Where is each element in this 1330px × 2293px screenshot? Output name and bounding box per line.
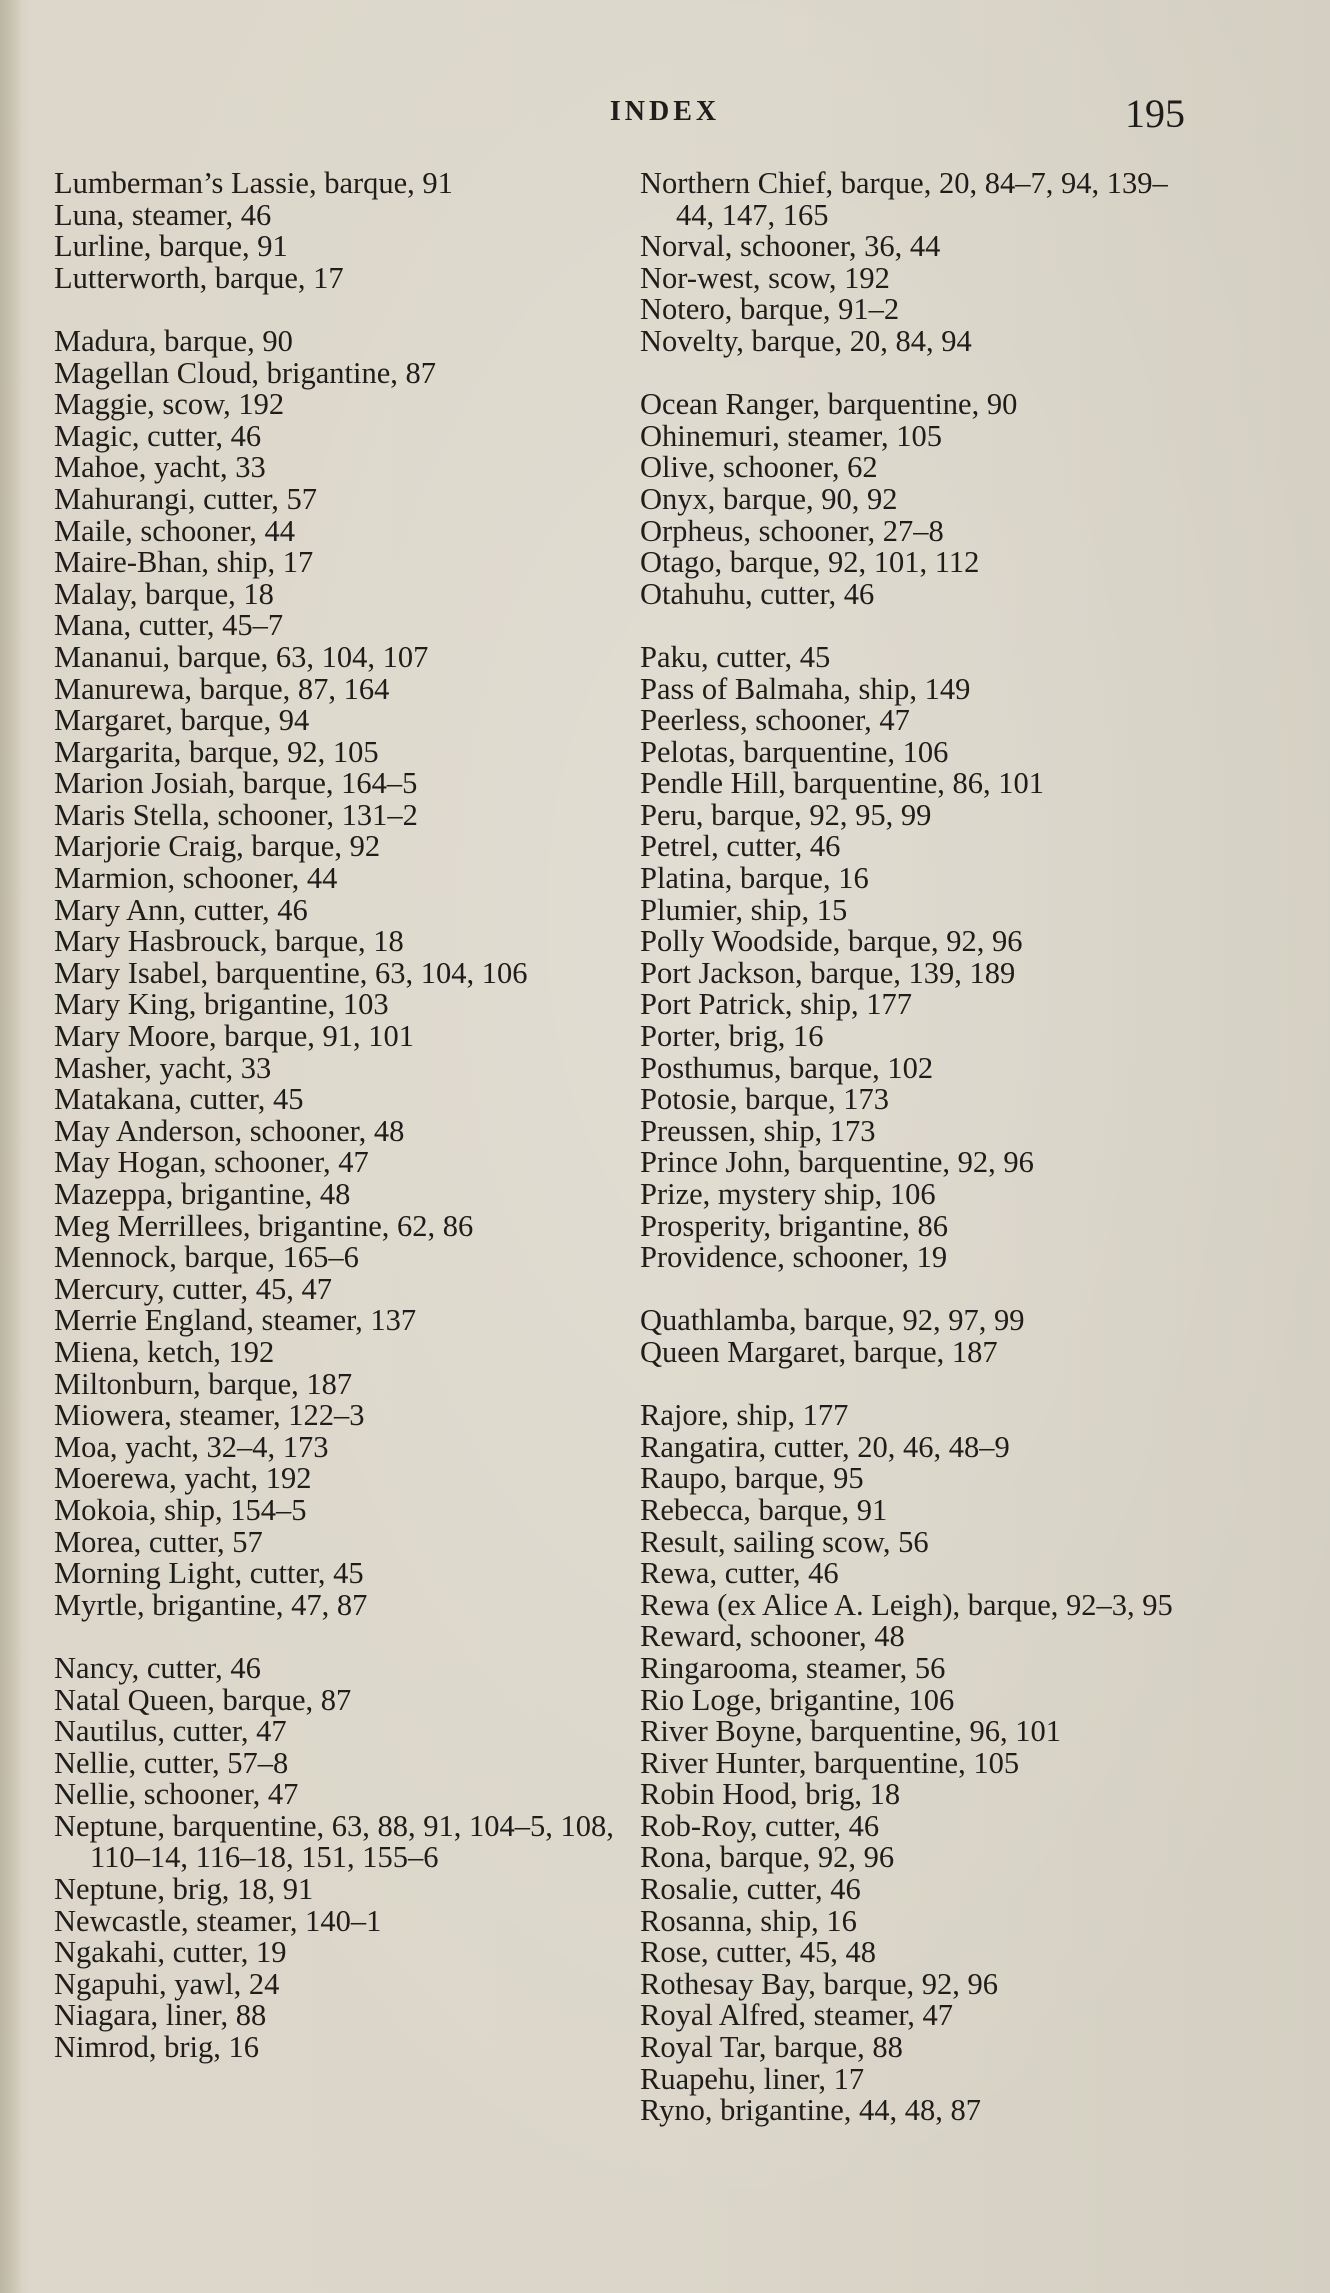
index-entry: Quathlamba, barque, 92, 97, 99 <box>640 1303 1025 1338</box>
index-entry: Niagara, liner, 88 <box>54 1998 267 2033</box>
index-entry: Malay, barque, 18 <box>54 576 274 611</box>
index-entry: Mokoia, ship, 154–5 <box>54 1492 307 1527</box>
index-entry: Madura, barque, 90 <box>54 323 293 358</box>
index-entry: Preussen, ship, 173 <box>640 1113 876 1148</box>
index-entry: Morea, cutter, 57 <box>54 1524 263 1559</box>
index-letter-group <box>54 1650 614 2065</box>
index-entry: Ruapehu, liner, 17 <box>640 2061 865 2096</box>
index-entry: Olive, schooner, 62 <box>640 450 878 485</box>
index-entry: Mennock, barque, 165–6 <box>54 1240 359 1275</box>
index-entry: Myrtle, brigantine, 47, 87 <box>54 1587 368 1622</box>
index-entry: Otago, barque, 92, 101, 112 <box>640 545 980 580</box>
index-entry: Moa, yacht, 32–4, 173 <box>54 1429 329 1464</box>
index-column-right <box>640 168 1200 2158</box>
index-entry: Posthumus, barque, 102 <box>640 1050 934 1085</box>
index-entry: Northern Chief, barque, 20, 84–7, 94, 139–44, 147, 165 <box>640 166 1168 232</box>
index-entry: Nimrod, brig, 16 <box>54 2030 260 2065</box>
index-entry: River Boyne, barquentine, 96, 101 <box>640 1714 1061 1749</box>
index-letter-group <box>54 168 614 294</box>
index-entry: Pendle Hill, barquentine, 86, 101 <box>640 766 1045 801</box>
index-entry: Rosanna, ship, 16 <box>640 1903 857 1938</box>
index-entry: Margarita, barque, 92, 105 <box>54 734 379 769</box>
index-entry: Rewa, cutter, 46 <box>640 1556 839 1591</box>
index-entry: Rangatira, cutter, 20, 46, 48–9 <box>640 1429 1010 1464</box>
index-entry: Neptune, brig, 18, 91 <box>54 1872 314 1907</box>
index-entry: Miltonburn, barque, 187 <box>54 1366 353 1401</box>
index-entry: Queen Margaret, barque, 187 <box>640 1334 998 1369</box>
index-entry: Mananui, barque, 63, 104, 107 <box>54 639 429 674</box>
index-letter-group <box>640 168 1200 358</box>
page-title: INDEX <box>609 96 721 127</box>
index-entry: Marion Josiah, barque, 164–5 <box>54 766 418 801</box>
index-entry: Ryno, brigantine, 44, 48, 87 <box>640 2093 982 2128</box>
index-entry: Miowera, steamer, 122–3 <box>54 1398 365 1433</box>
index-entry: Mary King, brigantine, 103 <box>54 987 389 1022</box>
index-entry: Mahoe, yacht, 33 <box>54 450 266 485</box>
index-entry: Polly Woodside, barque, 92, 96 <box>640 924 1023 959</box>
index-entry: Robin Hood, brig, 18 <box>640 1777 901 1812</box>
index-entry: Masher, yacht, 33 <box>54 1050 272 1085</box>
index-entry: Raupo, barque, 95 <box>640 1461 864 1496</box>
index-entry: Nellie, schooner, 47 <box>54 1777 299 1812</box>
index-entry: Mary Ann, cutter, 46 <box>54 892 308 927</box>
index-entry: Peru, barque, 92, 95, 99 <box>640 797 932 832</box>
index-entry: Ohinemuri, steamer, 105 <box>640 418 943 453</box>
index-entry: Plumier, ship, 15 <box>640 892 848 927</box>
page-gutter <box>0 0 22 2293</box>
index-entry: Result, sailing scow, 56 <box>640 1524 929 1559</box>
index-entry: Nancy, cutter, 46 <box>54 1650 261 1685</box>
index-entry: Orpheus, schooner, 27–8 <box>640 513 944 548</box>
index-entry: Matakana, cutter, 45 <box>54 1082 304 1117</box>
index-entry: Ngakahi, cutter, 19 <box>54 1935 287 1970</box>
index-entry: Mahurangi, cutter, 57 <box>54 481 318 516</box>
index-entry: Maggie, scow, 192 <box>54 387 285 422</box>
index-entry: Prosperity, brigantine, 86 <box>640 1208 949 1243</box>
index-entry: Rothesay Bay, barque, 92, 96 <box>640 1966 999 2001</box>
index-entry: Rona, barque, 92, 96 <box>640 1840 895 1875</box>
index-column-left <box>54 168 614 2095</box>
index-entry: Lutterworth, barque, 17 <box>54 260 344 295</box>
index-entry: Ringarooma, steamer, 56 <box>640 1650 946 1685</box>
index-letter-group <box>54 323 614 1622</box>
index-entry: Platina, barque, 16 <box>640 861 869 896</box>
index-entry: May Hogan, schooner, 47 <box>54 1145 369 1180</box>
index-entry: Lumberman’s Lassie, barque, 91 <box>54 166 453 200</box>
index-entry: River Hunter, barquentine, 105 <box>640 1745 1020 1780</box>
index-entry: Otahuhu, cutter, 46 <box>640 576 875 611</box>
index-entry: Ocean Ranger, barquentine, 90 <box>640 387 1018 422</box>
index-entry: Morning Light, cutter, 45 <box>54 1556 364 1591</box>
index-entry: Magic, cutter, 46 <box>54 418 262 453</box>
index-entry: Rewa (ex Alice A. Leigh), barque, 92–3, 95 <box>640 1587 1173 1622</box>
index-entry: Maile, schooner, 44 <box>54 513 296 548</box>
index-entry: Petrel, cutter, 46 <box>640 829 841 864</box>
index-entry: Prince John, barquentine, 92, 96 <box>640 1145 1034 1180</box>
index-entry: Moerewa, yacht, 192 <box>54 1461 312 1496</box>
index-entry: Luna, steamer, 46 <box>54 197 272 232</box>
index-entry: Maris Stella, schooner, 131–2 <box>54 797 418 832</box>
index-entry: Meg Merrillees, brigantine, 62, 86 <box>54 1208 474 1243</box>
index-entry: Norval, schooner, 36, 44 <box>640 229 941 264</box>
index-entry: Rosalie, cutter, 46 <box>640 1872 861 1907</box>
index-entry: Magellan Cloud, brigantine, 87 <box>54 355 437 390</box>
index-entry: Port Jackson, barque, 139, 189 <box>640 955 1016 990</box>
index-entry: Manurewa, barque, 87, 164 <box>54 671 390 706</box>
index-entry: Mary Hasbrouck, barque, 18 <box>54 924 404 959</box>
index-entry: Ngapuhi, yawl, 24 <box>54 1966 280 2001</box>
index-entry: Royal Alfred, steamer, 47 <box>640 1998 954 2033</box>
index-entry: Miena, ketch, 192 <box>54 1334 275 1369</box>
index-entry: Mana, cutter, 45–7 <box>54 608 284 643</box>
index-entry: Paku, cutter, 45 <box>640 639 831 674</box>
index-entry: Rob-Roy, cutter, 46 <box>640 1808 880 1843</box>
index-entry: Nellie, cutter, 57–8 <box>54 1745 289 1780</box>
index-entry: Newcastle, steamer, 140–1 <box>54 1903 382 1938</box>
index-letter-group <box>640 1400 1200 2127</box>
index-entry: May Anderson, schooner, 48 <box>54 1113 405 1148</box>
page-number: 195 <box>1125 91 1185 136</box>
index-entry: Marmion, schooner, 44 <box>54 861 338 896</box>
index-entry: Marjorie Craig, barque, 92 <box>54 829 381 864</box>
index-entry: Natal Queen, barque, 87 <box>54 1682 352 1717</box>
index-entry: Rajore, ship, 177 <box>640 1398 849 1433</box>
index-entry: Nautilus, cutter, 47 <box>54 1714 287 1749</box>
index-entry: Mary Moore, barque, 91, 101 <box>54 1019 414 1054</box>
index-entry: Onyx, barque, 90, 92 <box>640 481 898 516</box>
index-entry: Mary Isabel, barquentine, 63, 104, 106 <box>54 955 528 990</box>
index-entry: Mercury, cutter, 45, 47 <box>54 1271 332 1306</box>
index-entry: Lurline, barque, 91 <box>54 229 288 264</box>
index-entry: Port Patrick, ship, 177 <box>640 987 912 1022</box>
index-entry: Porter, brig, 16 <box>640 1019 824 1054</box>
index-entry: Rebecca, barque, 91 <box>640 1492 888 1527</box>
index-entry: Rose, cutter, 45, 48 <box>640 1935 876 1970</box>
index-letter-group <box>640 389 1200 610</box>
index-entry: Margaret, barque, 94 <box>54 703 310 738</box>
index-letter-group <box>640 639 1200 1275</box>
index-entry: Merrie England, steamer, 137 <box>54 1303 417 1338</box>
index-entry: Peerless, schooner, 47 <box>640 703 910 738</box>
index-entry: Prize, mystery ship, 106 <box>640 1177 936 1211</box>
index-entry: Reward, schooner, 48 <box>640 1619 905 1654</box>
index-entry: Pass of Balmaha, ship, 149 <box>640 671 971 706</box>
index-entry: Neptune, barquentine, 63, 88, 91, 104–5, 108, 110–14, 116–18, 151, 155–6 <box>54 1808 614 1875</box>
index-entry: Maire-Bhan, ship, 17 <box>54 545 314 580</box>
index-entry: Rio Loge, brigantine, 106 <box>640 1682 955 1717</box>
index-entry: Novelty, barque, 20, 84, 94 <box>640 323 972 358</box>
index-entry: Nor-west, scow, 192 <box>640 260 890 295</box>
index-entry: Mazeppa, brigantine, 48 <box>54 1177 351 1211</box>
index-letter-group <box>640 1305 1200 1368</box>
index-entry: Providence, schooner, 19 <box>640 1240 948 1275</box>
index-entry: Pelotas, barquentine, 106 <box>640 734 949 769</box>
index-entry: Royal Tar, barque, 88 <box>640 2030 903 2065</box>
index-entry: Notero, barque, 91–2 <box>640 292 900 327</box>
index-entry: Potosie, barque, 173 <box>640 1082 890 1117</box>
